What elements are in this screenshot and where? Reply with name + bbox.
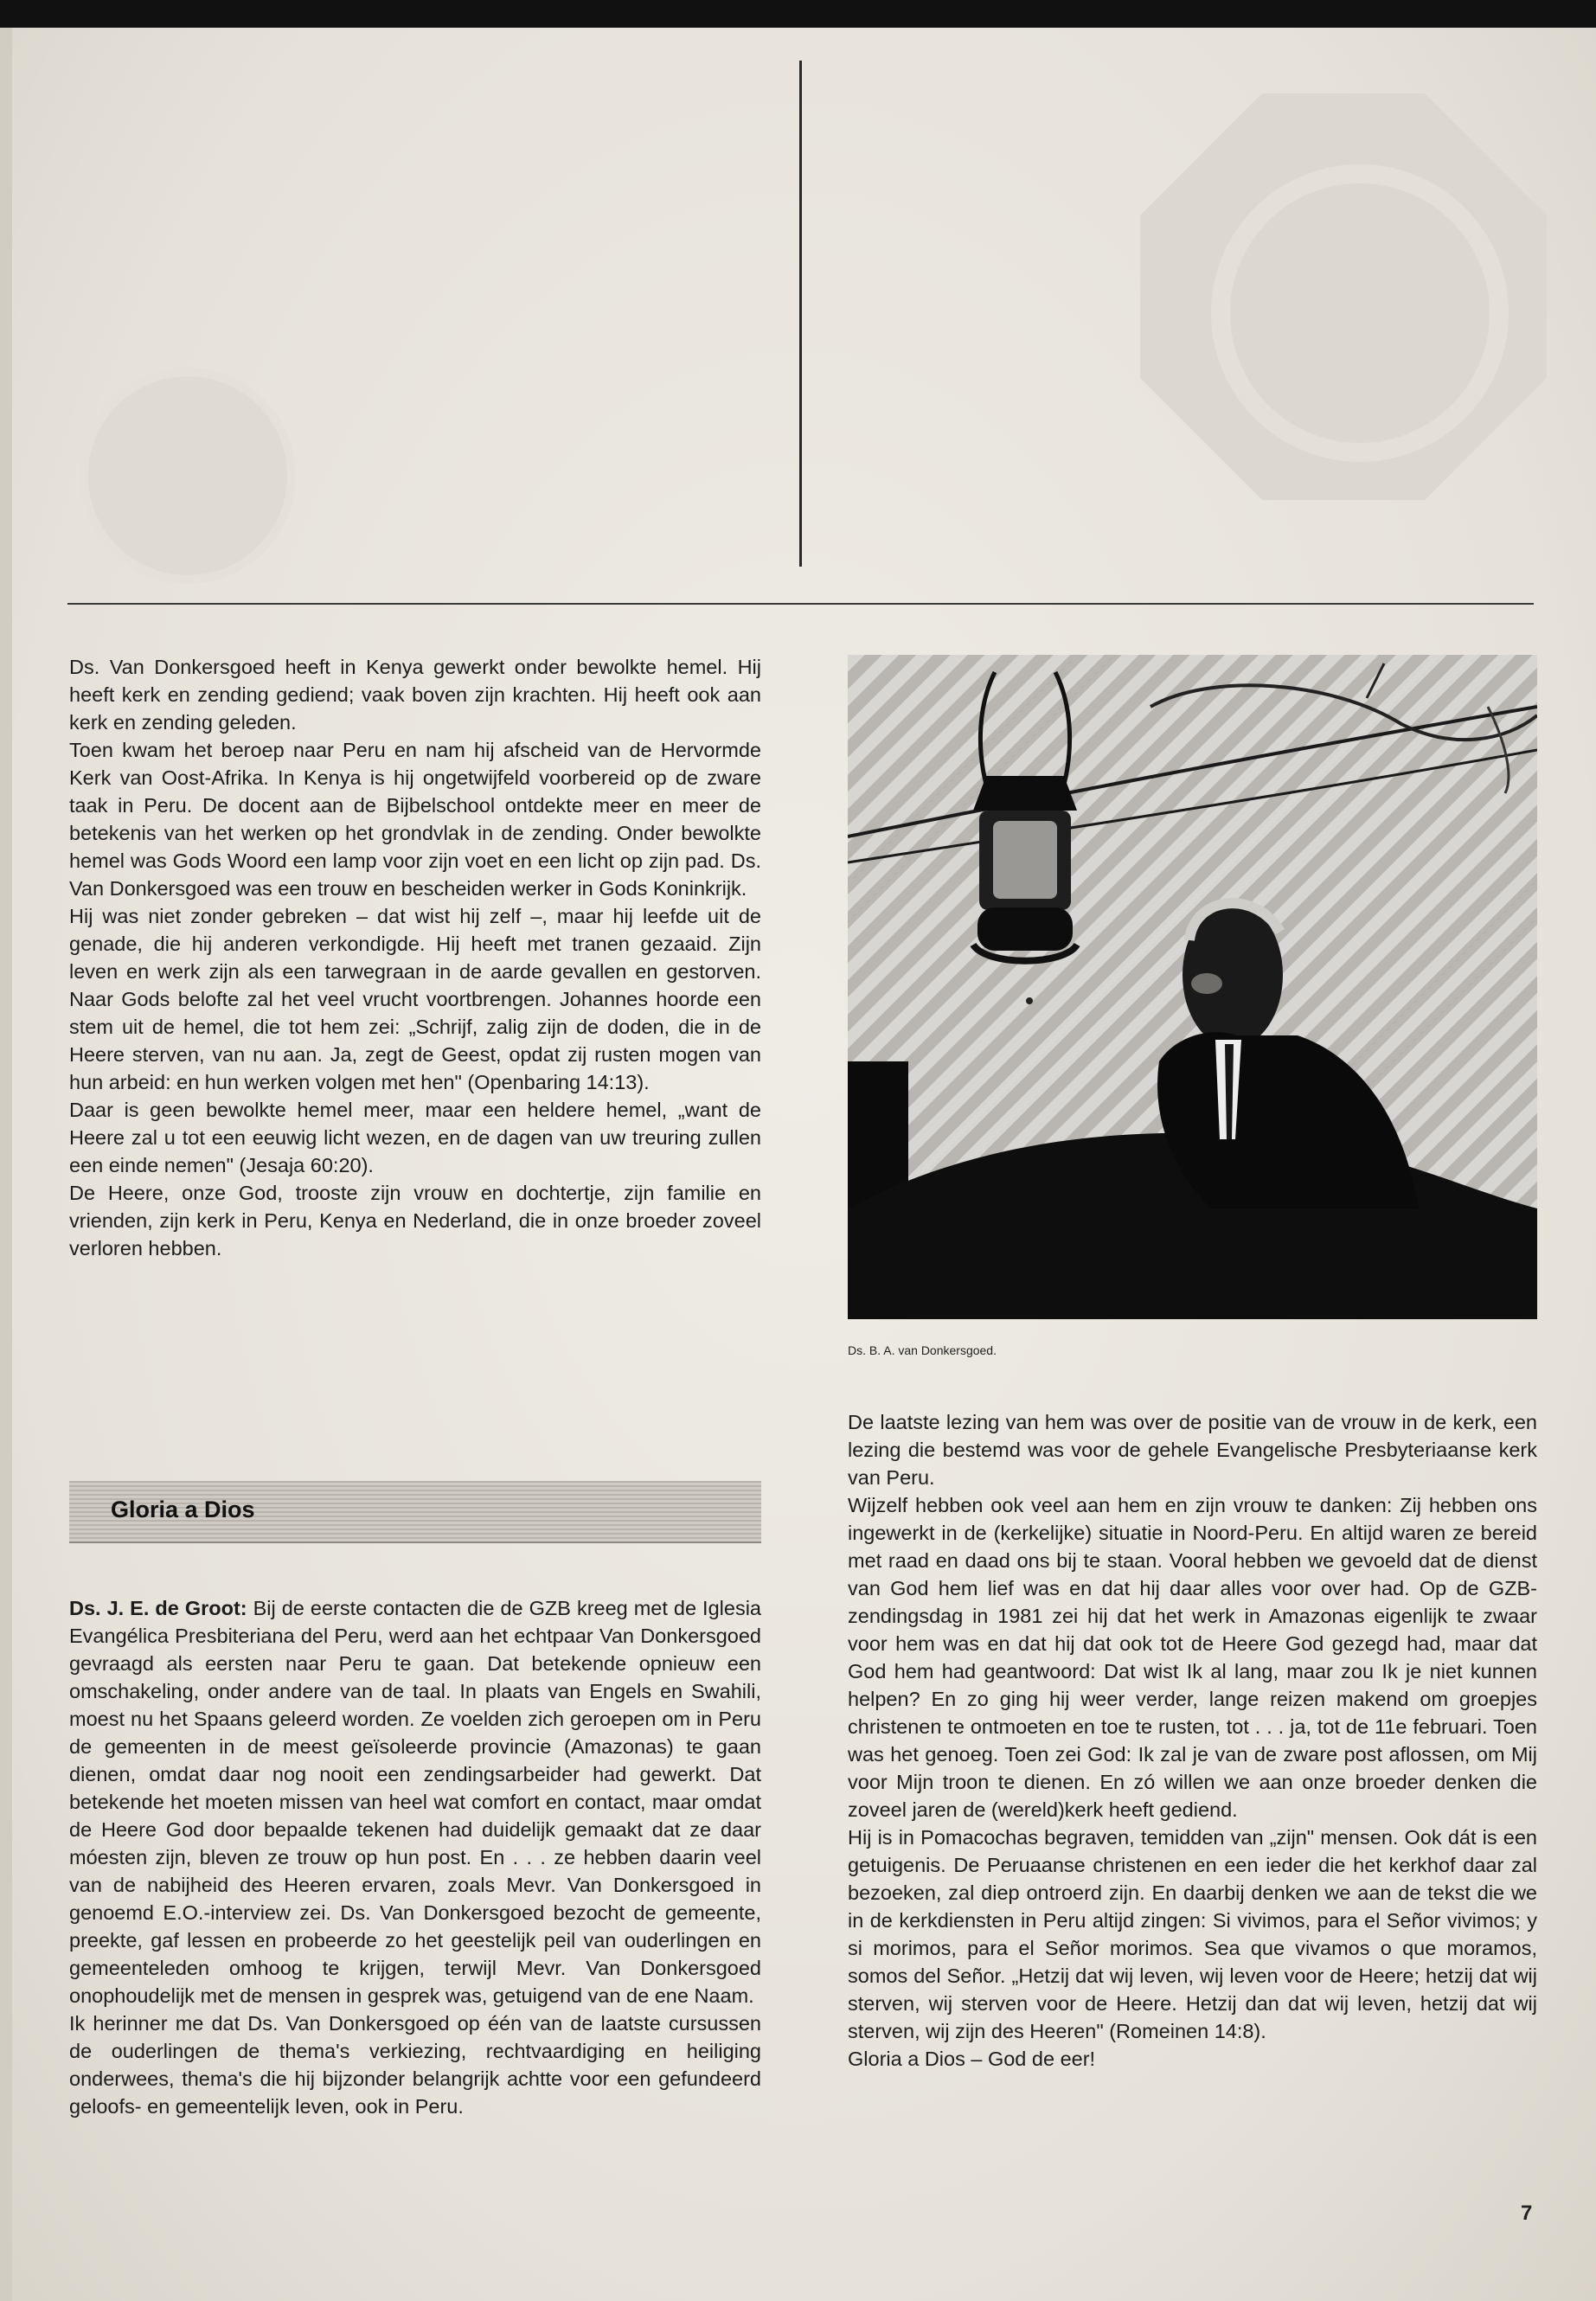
article-paragraph: Daar is geen bewolkte hemel meer, maar een heldere hemel, „want de Heere zal u tot een eeuwig licht wezen, en de dagen van uw treuring zullen een einde nemen" (Jesaja 60:20). xyxy=(69,1099,761,1176)
section-left-column xyxy=(69,1594,761,2120)
section-lead-text: Bij de eerste contacten die de GZB kreeg met de Iglesia Evangélica Presbiteriana del Peru, werd aan het echtpaar Van Donkersgoed gevraagd als eersten naar Peru te gaan. Dat betekende opnieuw een omschakeling, onder andere van de taal. In plaats van Engels en Swahili, moest nu het Spaans geleerd worden. Ze voelden zich geroepen om in Peru de gemeenten in de meest geïsoleerde provincie (Amazonas) te gaan dienen, omdat daar nog nooit een zendingsarbeider had gewerkt. Dat betekende het moeten missen van heel wat comfort en contact, maar omdat de Heere God door bepaalde tekenen had duidelijk gemaakt dat ze daar móesten zijn, bleven ze trouw op hun post. En . . . ze hebben daarin veel van de nabijheid des Heeren ervaren, zoals Mevr. Van Donkersgoed in genoemd E.O.-interview zei. Ds. Van Donkersgoed bezocht de gemeente, preekte, gaf lessen en probeerde zo het geestelijk peil van ouderlingen en gemeenteleden omhoog te krijgen, terwijl Mevr. Van Donkersgoed onophoudelijk met de mensen in gesprek was, getuigend van de ene Naam. xyxy=(69,1597,761,2007)
article-paragraph: Hij was niet zonder gebreken – dat wist hij zelf –, maar hij leefde uit de genade, die hij anderen verkondigde. Hij heeft met tranen gezaaid. Zijn leven en werk zijn als een tarwegraan in de aarde gevallen en gestorven. Naar Gods belofte zal het veel vrucht voortbrengen. Johannes hoorde een stem uit de hemel, die tot hem zei: „Schrijf, zalig zijn de doden, die in de Heere sterven, van nu aan. Ja, zegt de Geest, opdat zij rusten mogen van hun arbeid: en hun werken volgen met hen" (Openbaring 14:13). xyxy=(69,905,761,1093)
article-left-column xyxy=(69,653,761,1262)
top-scan-edge xyxy=(0,0,1596,28)
article-paragraph: Wijzelf hebben ook veel aan hem en zijn vrouw te danken: Zij hebben ons ingewerkt in de (kerkelijke) situatie in Noord-Peru. En altijd waren ze bereid met raad en daad ons bij te staan. Vooral hebben we gevoeld dat de dienst van God hem lief was en dat hij daar alles voor over had. Op de GZB-zendingsdag in 1981 zei hij dat het werk in Amazonas eigenlijk te zwaar voor hem was en dat hij dat ook tot de Heere God gezegd had, maar dat God hem had geantwoord: Dat wist Ik al lang, maar zou Ik je niet kunnen helpen? En zo ging hij weer verder, lange reizen makend om groepjes christenen te ontmoeten en toe te rusten, tot . . . ja, tot de 11e februari. Toen was het genoeg. Toen zei God: Ik zal je van de zware post aflossen, om Mij voor Mijn troon te dienen. En zó willen we aan onze broeder denken die zoveel jaren de (wereld)kerk heeft gediend. xyxy=(848,1494,1537,1821)
photo-illustration xyxy=(848,655,1537,1319)
article-paragraph: De Heere, onze God, trooste zijn vrouw en dochtertje, zijn familie en vrienden, zijn kerk in Peru, Kenya en Nederland, die in onze broeder zoveel verloren hebben. xyxy=(69,1182,761,1259)
article-paragraph: Toen kwam het beroep naar Peru en nam hij afscheid van de Hervormde Kerk van Oost-Afrika. In Kenya is hij ongetwijfeld voorbereid op de zware taak in Peru. De docent aan de Bijbelschool ontdekte meer en meer de betekenis van het werken op het grondvlak in de zending. Onder bewolkte hemel was Gods Woord een lamp voor zijn voet en een licht op zijn pad. Ds. Van Donkersgoed was een trouw en bescheiden werker in Gods Koninkrijk. xyxy=(69,739,761,900)
article-paragraph: De laatste lezing van hem was over de positie van de vrouw in de kerk, een lezing die bestemd was voor de gehele Evangelische Presbyteriaanse kerk van Peru. xyxy=(848,1411,1537,1489)
bleed-through-small-logo xyxy=(80,368,296,584)
page-number: 7 xyxy=(1521,2202,1533,2225)
section-paragraph: Ik herinner me dat Ds. Van Donkersgoed op één van de laatste cursussen de ouderlingen de thema's verkiezing, rechtvaardiging en heiliging onderwees, thema's die hij bijzonder belangrijk achtte voor een gefundeerd geloofs- en gemeentelijk leven, ook in Peru. xyxy=(69,2012,761,2118)
header-vertical-rule xyxy=(799,61,802,567)
left-binding-edge xyxy=(0,28,12,2301)
header-horizontal-rule xyxy=(67,603,1534,605)
lantern-icon xyxy=(973,672,1077,1004)
bleed-through-logo-ring xyxy=(1211,164,1509,462)
section-header xyxy=(69,1481,761,1543)
article-paragraph: Hij is in Pomacochas begraven, temidden van „zijn" mensen. Ook dát is een getuigenis. De Peruaanse christenen en een ieder die het kerkhof daar zal bezoeken, zal diep ontroerd zijn. En daarbij denken we aan de tekst die we in de kerkdiensten in Peru altijd zingen: Si vivimos, para el Señor vivimos; y si morimos, para el Señor morimos. Sea que vivamos o que moramos, somos del Señor. „Hetzij dat wij leven, wij leven voor de Heere; hetzij dat wij sterven, wij sterven voor de Heere. Hetzij dan dat wij leven, hetzij dat wij sterven, wij zijn des Heeren" (Romeinen 14:8). xyxy=(848,1826,1537,2042)
article-right-column xyxy=(848,1408,1537,2073)
person-silhouette xyxy=(1157,902,1419,1208)
section-title: Gloria a Dios xyxy=(111,1497,255,1522)
portrait-photo xyxy=(848,655,1537,1319)
article-closing: Gloria a Dios – God de eer! xyxy=(848,2048,1096,2070)
photo-caption: Ds. B. A. van Donkersgoed. xyxy=(848,1343,997,1357)
section-paragraph xyxy=(69,1594,761,2009)
article-intro: Ds. Van Donkersgoed heeft in Kenya gewerkt onder bewolkte hemel. Hij heeft kerk en zending gediend; vaak boven zijn krachten. Hij heeft ook aan kerk en zending geleden. xyxy=(69,656,761,734)
speaker-name: Ds. J. E. de Groot: xyxy=(69,1597,247,1619)
